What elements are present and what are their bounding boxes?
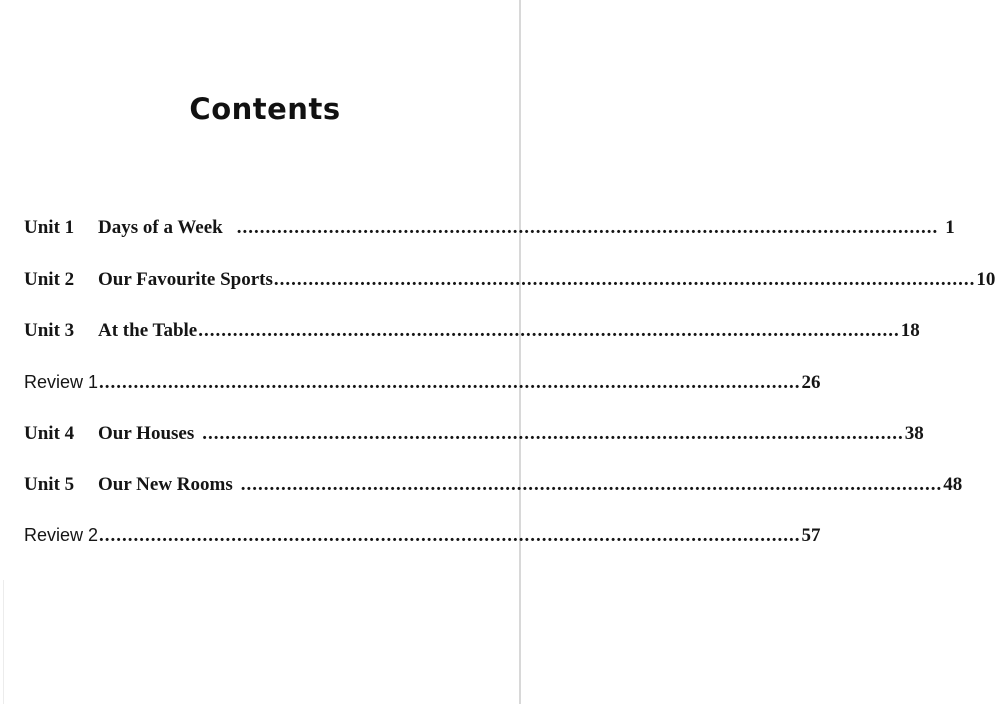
page-number: 38 xyxy=(904,423,924,444)
toc-entry-unit-3[interactable] xyxy=(24,320,920,346)
dot-leader: .......................................................................................................................... xyxy=(202,423,904,444)
entry-title: At the Table xyxy=(98,320,198,341)
dot-leader: .......................................................................................................................... xyxy=(99,525,801,546)
entry-title: Days of a Week xyxy=(98,217,223,238)
page-number: 26 xyxy=(801,372,821,393)
dot-leader: .......................................................................................................................... xyxy=(273,269,976,290)
entry-title: Our Houses xyxy=(98,423,195,444)
toc-entry-unit-4[interactable] xyxy=(24,423,924,449)
unit-label: Unit 3 xyxy=(24,320,75,341)
entry-title: Our Favourite Sports xyxy=(98,269,273,290)
unit-label: Unit 2 xyxy=(24,269,75,290)
page-title: Contents xyxy=(189,92,341,126)
page-number: 10 xyxy=(976,269,995,290)
toc-entry-unit-5[interactable] xyxy=(24,474,963,500)
review-label: Review 2 xyxy=(24,525,99,545)
unit-label: Unit 4 xyxy=(24,423,75,444)
review-label: Review 1 xyxy=(24,372,99,392)
entry-title: Our New Rooms xyxy=(98,474,233,495)
page-number: 18 xyxy=(900,320,920,341)
toc-entry-unit-2[interactable] xyxy=(24,269,995,295)
toc-entry-review-1[interactable] xyxy=(24,372,821,398)
dot-leader: .......................................................................................................................... xyxy=(99,372,801,393)
unit-label: Unit 5 xyxy=(24,474,75,495)
dot-leader: .......................................................................................................................... xyxy=(198,320,900,341)
page-edge-left xyxy=(3,580,4,704)
dot-leader: .......................................................................................................................... xyxy=(236,217,939,238)
toc-entry-review-2[interactable] xyxy=(24,525,821,551)
toc-entry-unit-1[interactable] xyxy=(24,217,955,243)
page-number: 1 xyxy=(945,217,955,238)
page-number: 48 xyxy=(943,474,963,495)
unit-label: Unit 1 xyxy=(24,217,75,238)
dot-leader: .......................................................................................................................... xyxy=(240,474,943,495)
page-number: 57 xyxy=(801,525,821,546)
